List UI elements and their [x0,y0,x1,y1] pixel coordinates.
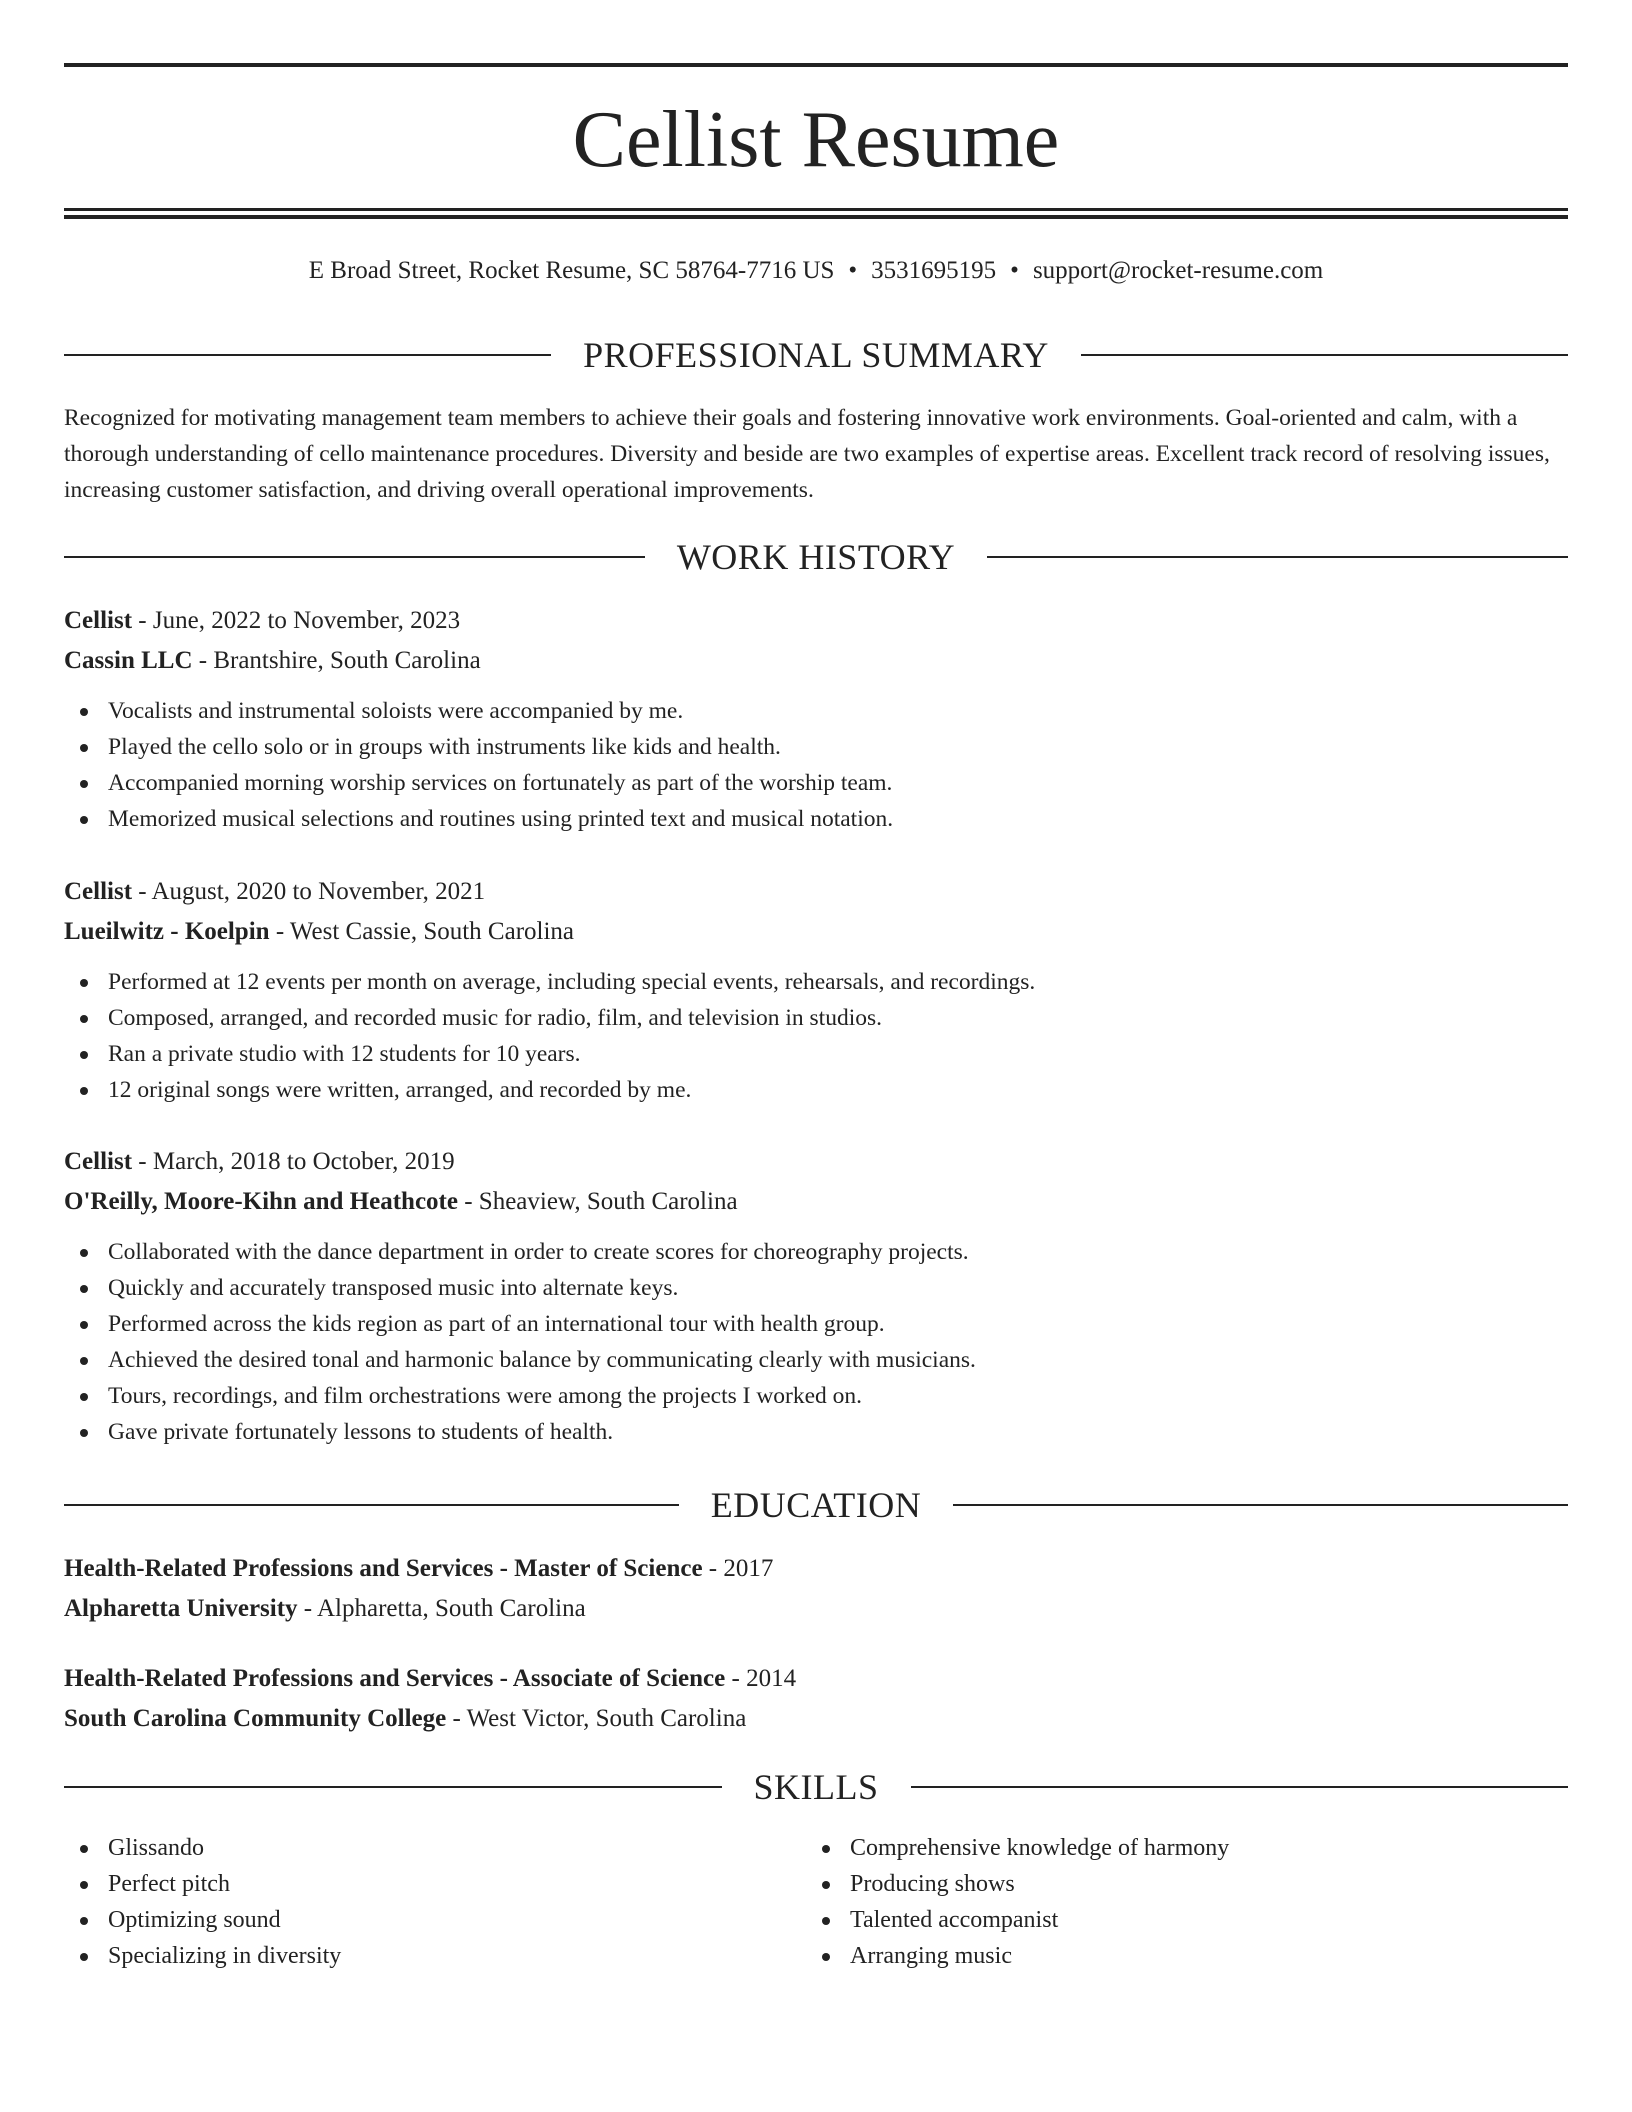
heading-rule [1081,354,1568,356]
job-entry [64,1142,1568,1450]
section-title: PROFESSIONAL SUMMARY [583,335,1049,375]
heading-rule [987,556,1568,558]
job-location: - Brantshire, South Carolina [192,647,481,674]
school-name: Alpharetta University [64,1595,298,1622]
page-title: Cellist Resume [572,96,1060,184]
contact-address: E Broad Street, Rocket Resume, SC 58764-7716 US [308,257,835,284]
skill-item: Arranging music [806,1938,1548,1974]
skill-item: Perfect pitch [64,1866,806,1902]
list-item: Performed across the kids region as part of an international tour with health group. [64,1306,1568,1342]
job-entry [64,601,1568,837]
list-item: Vocalists and instrumental soloists were accompanied by me. [64,693,1568,729]
skill-item: Comprehensive knowledge of harmony [806,1830,1548,1866]
graduation-year: - 2017 [702,1555,774,1582]
graduation-year: - 2014 [725,1665,797,1692]
skill-item: Talented accompanist [806,1902,1548,1938]
section-heading-education [64,1483,1568,1527]
school-location: - Alpharetta, South Carolina [297,1595,586,1622]
skills-column-left [64,1830,806,1974]
section-title: EDUCATION [710,1485,922,1525]
list-item: Composed, arranged, and recorded music for radio, film, and television in studios. [64,1000,1568,1036]
contact-line [0,254,1632,288]
job-bullets [64,693,1568,837]
list-item: Performed at 12 events per month on average, including special events, rehearsals, and recordings. [64,964,1568,1000]
skill-item: Specializing in diversity [64,1938,806,1974]
section-heading-work-history [64,535,1568,579]
summary-text: Recognized for motivating management team members to achieve their goals and fostering innovative work environments. Goal-oriented and calm, with a thorough understanding of cello maintenance procedures. Diversity and beside are two examples of expertise areas. Excellent track record of resolving issues, increasing customer satisfaction, and driving overall operational improvements. [64,405,1550,503]
job-company: Lueilwitz - Koelpin [64,918,270,945]
list-item: 12 original songs were written, arranged, and recorded by me. [64,1072,1568,1108]
list-item: Ran a private studio with 12 students for 10 years. [64,1036,1568,1072]
job-entry [64,872,1568,1108]
job-location: - West Cassie, South Carolina [269,918,575,945]
heading-rule [64,556,645,558]
job-title: Cellist [64,607,133,634]
education-entry [64,1549,1568,1629]
section-title: SKILLS [753,1767,879,1807]
heading-rule [64,1786,722,1788]
list-item: Achieved the desired tonal and harmonic balance by communicating clearly with musicians. [64,1342,1568,1378]
section-heading-summary [64,333,1568,377]
school-location: - West Victor, South Carolina [446,1705,747,1732]
heading-rule [64,1504,679,1506]
degree: Health-Related Professions and Services - Master of Science [64,1555,703,1582]
education-entry [64,1659,1568,1739]
list-item: Memorized musical selections and routines using printed text and musical notation. [64,801,1568,837]
contact-separator: • [1010,257,1019,284]
job-dates: - March, 2018 to October, 2019 [132,1148,455,1175]
contact-phone: 3531695195 [871,257,997,284]
contact-separator: • [848,257,858,284]
skill-item: Optimizing sound [64,1902,806,1938]
skills-column-right [806,1830,1548,1974]
heading-rule [911,1786,1569,1788]
title-double-rule [64,208,1568,219]
heading-rule [953,1504,1568,1506]
skill-item: Producing shows [806,1866,1548,1902]
skill-item: Glissando [64,1830,806,1866]
section-title: WORK HISTORY [676,537,956,577]
degree: Health-Related Professions and Services - Associate of Science [64,1665,726,1692]
school-name: South Carolina Community College [64,1705,447,1732]
job-bullets [64,1234,1568,1450]
contact-email: support@rocket-resume.com [1032,257,1324,284]
list-item: Gave private fortunately lessons to students of health. [64,1414,1568,1450]
list-item: Played the cello solo or in groups with instruments like kids and health. [64,729,1568,765]
job-bullets [64,964,1568,1108]
job-title: Cellist [64,878,133,905]
list-item: Collaborated with the dance department in order to create scores for choreography projects. [64,1234,1568,1270]
heading-rule [64,354,551,356]
job-company: Cassin LLC [64,647,193,674]
job-company: O'Reilly, Moore-Kihn and Heathcote [64,1188,458,1215]
skills-list [64,1830,1568,1974]
top-rule [64,63,1568,67]
section-heading-skills [64,1765,1568,1809]
list-item: Quickly and accurately transposed music into alternate keys. [64,1270,1568,1306]
job-location: - Sheaview, South Carolina [457,1188,738,1215]
list-item: Tours, recordings, and film orchestrations were among the projects I worked on. [64,1378,1568,1414]
skills-bullets [806,1830,1548,1974]
list-item: Accompanied morning worship services on fortunately as part of the worship team. [64,765,1568,801]
job-dates: - August, 2020 to November, 2021 [132,878,486,905]
job-title: Cellist [64,1148,133,1175]
skills-bullets [64,1830,806,1974]
job-dates: - June, 2022 to November, 2023 [132,607,461,634]
